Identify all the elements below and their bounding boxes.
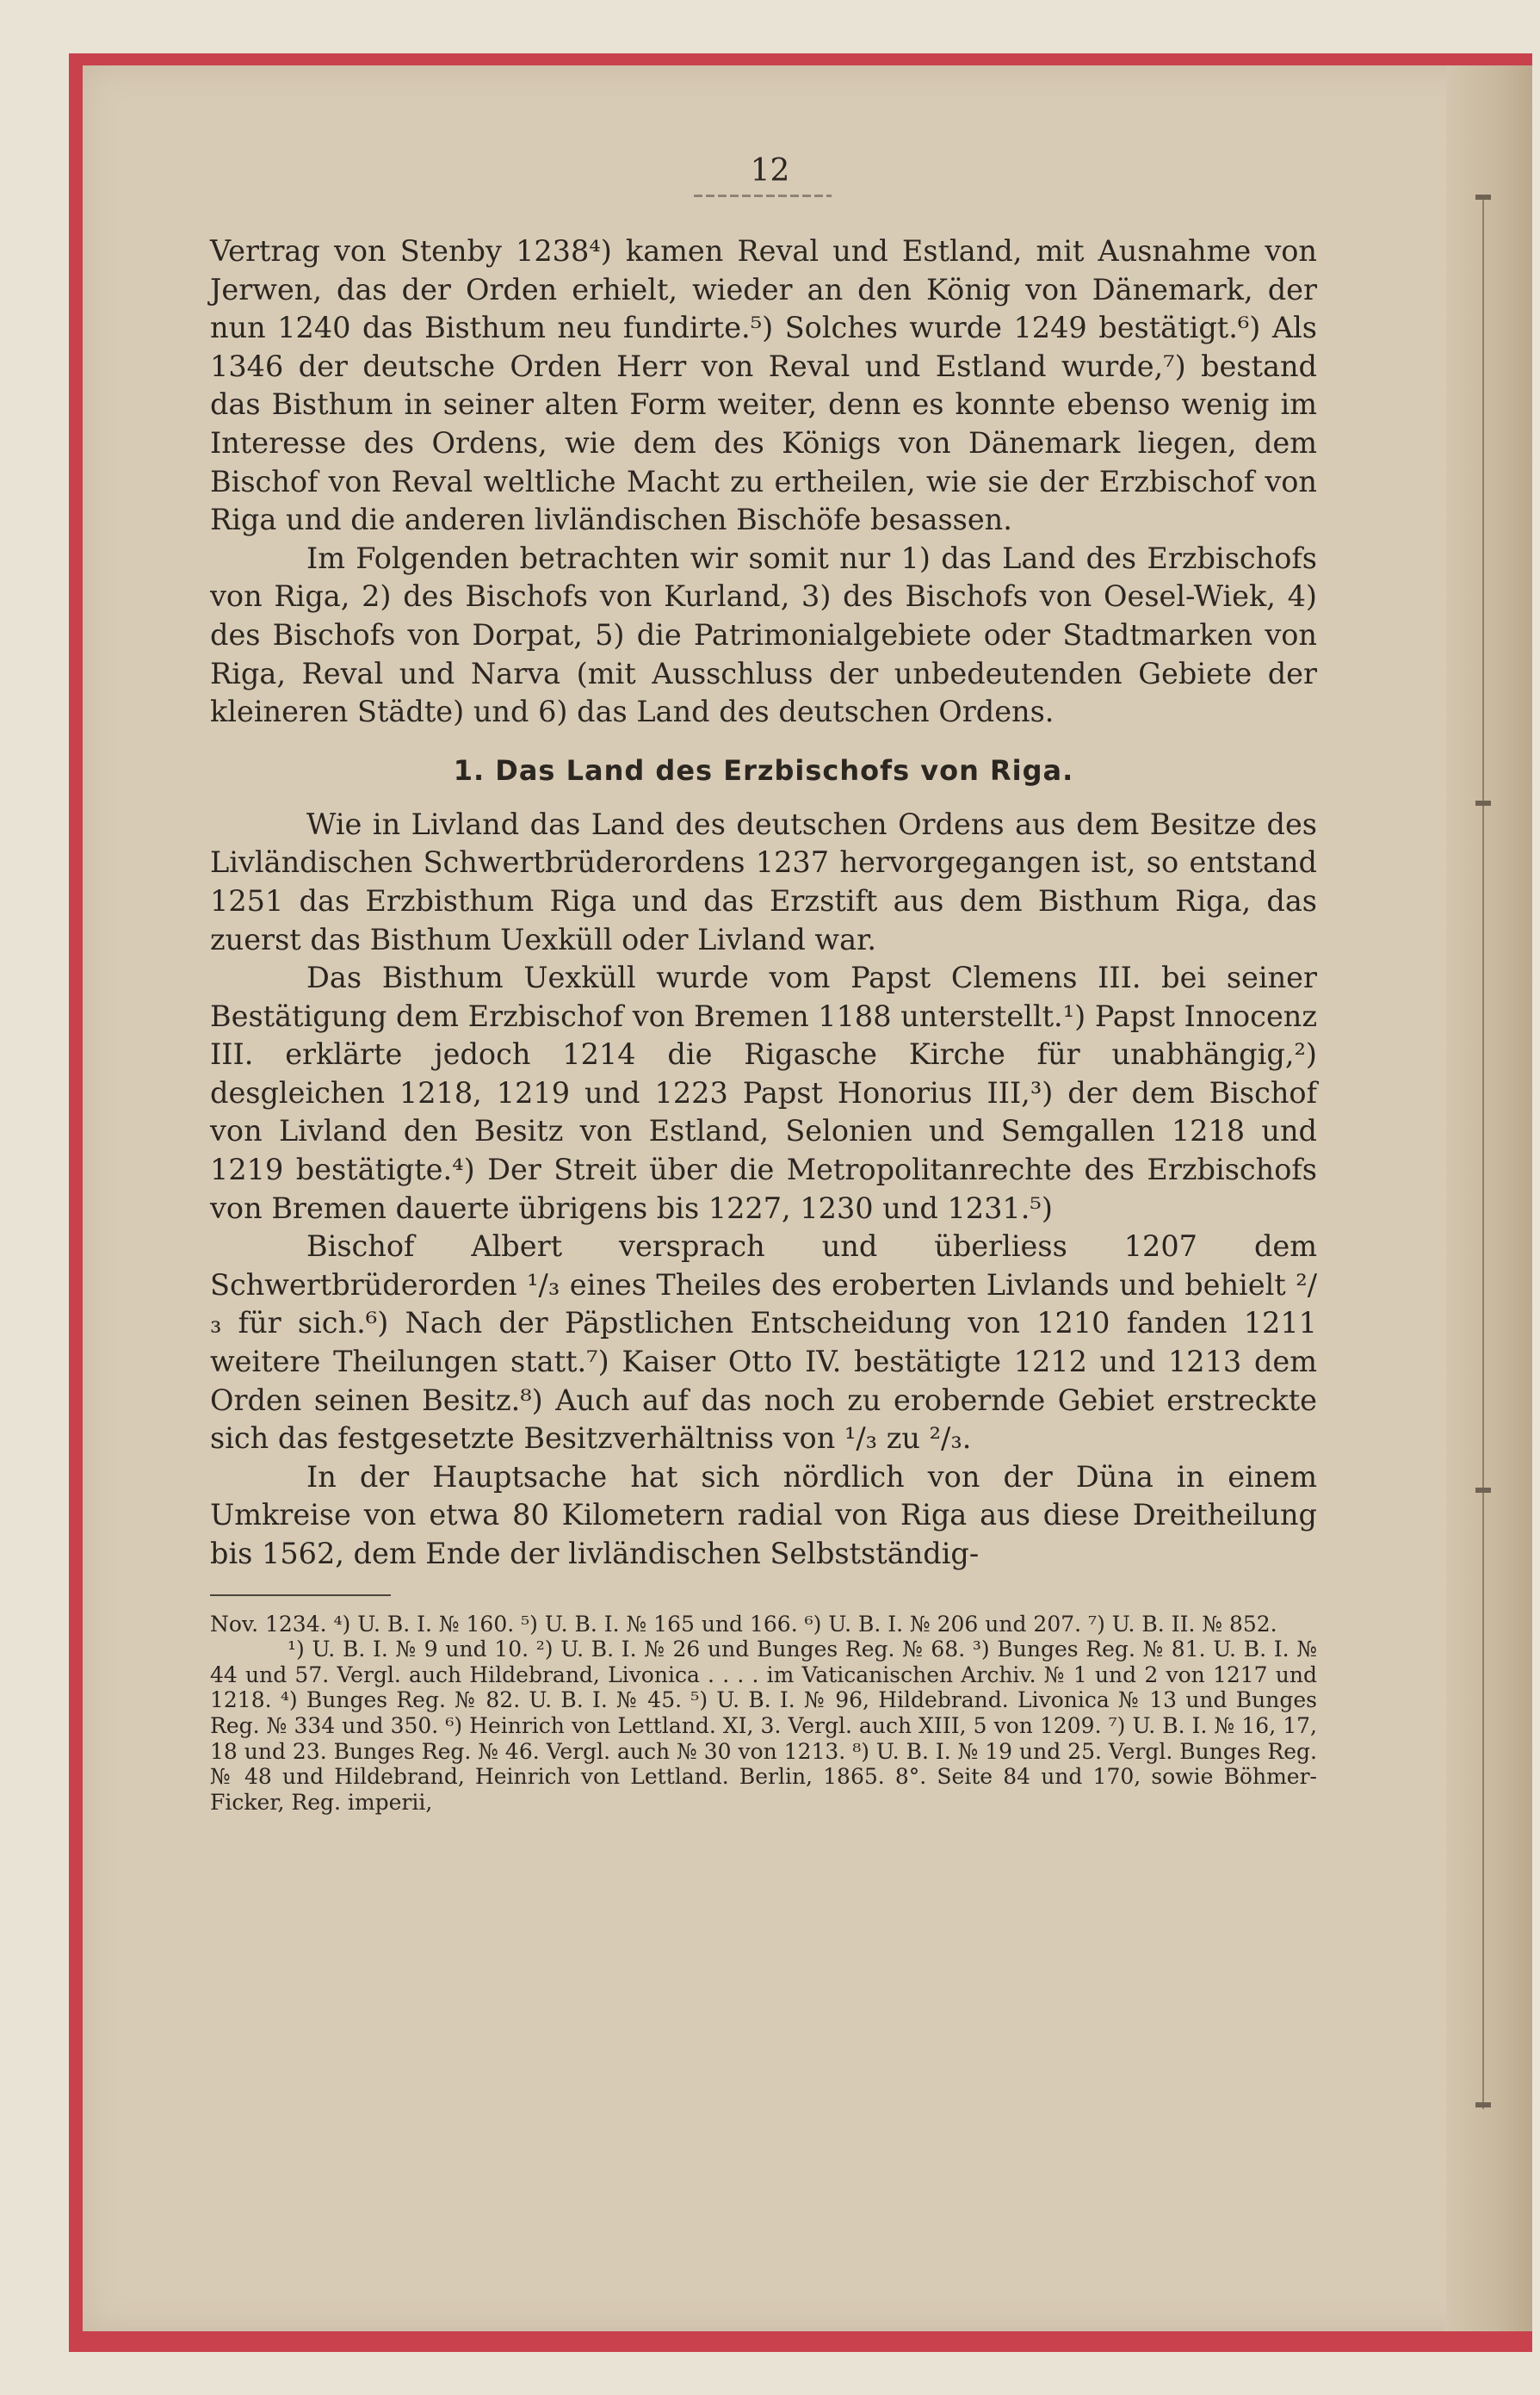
section-heading: 1. Das Land des Erzbischofs von Riga. [453,753,1074,787]
body-paragraph: Im Folgenden betrachten wir somit nur 1) das Land des Erzbischofs von Riga, 2) des Bischofs von Kurland, 3) des Bischofs von Oesel-Wiek, 4) des Bischofs von Dorpat, 5) die Patrimonialgebiete oder Stadtmarken von Riga, Reval und Narva (mit Ausschluss der unbedeutenden Gebiete der kleineren Städte) und 6) das Land des deutschen Ordens. [210,541,1317,729]
footnote-divider [210,1594,391,1596]
binding-stitch [1475,1488,1491,1493]
body-paragraph: Das Bisthum Uexküll wurde vom Papst Clemens III. bei seiner Bestätigung dem Erzbischof von Bremen 1188 unterstellt.¹) Papst Innocenz III. erklärte jedoch 1214 die Rigasche Kirche für unabhängig,²) desgleichen 1218, 1219 und 1223 Papst Honorius III,³) der dem Bischof von Livland den Besitz von Estland, Selonien und Semgallen 1218 und 1219 bestätigte.⁴) Der Streit über die Metropolitanrechte des Erzbischofs von Bremen dauerte übrigens bis 1227, 1230 und 1231.⁵) [210,961,1317,1225]
binding-stitch [1475,2102,1491,2107]
body-paragraph: Wie in Livland das Land des deutschen Ordens aus dem Besitze des Livländischen Schwertbrüderordens 1237 hervorgegangen ist, so entstand 1251 das Erzbisthum Riga und das Erzstift aus dem Bisthum Riga, das zuerst das Bisthum Uexküll oder Livland war. [210,807,1317,956]
body-paragraph: Bischof Albert versprach und überliess 1207 dem Schwertbrüderorden ¹/₃ eines Theiles des eroberten Livlands und behielt ²/₃ für sich.⁶) Nach der Päpstlichen Entscheidung von 1210 fanden 1211 weitere Theilungen statt.⁷) Kaiser Otto IV. bestätigte 1212 und 1213 dem Orden seinen Besitz.⁸) Auch auf das noch zu erobernde Gebiet erstreckte sich das festgesetzte Besitzverhältniss von ¹/₃ zu ²/₃. [210,1229,1317,1456]
body-paragraph: Vertrag von Stenby 1238⁴) kamen Reval und Estland, mit Ausnahme von Jerwen, das der Orden erhielt, wieder an den König von Dänemark, der nun 1240 das Bisthum neu fundirte.⁵) Solches wurde 1249 bestätigt.⁶) Als 1346 der deutsche Orden Herr von Reval und Estland wurde,⁷) bestand das Bisthum in seiner alten Form weiter, denn es konnte ebenso wenig im Interesse des Ordens, wie dem des Königs von Dänemark liegen, dem Bischof von Reval weltliche Macht zu ertheilen, wie sie der Erzbischof von Riga und die anderen livländischen Bischöfe besassen. [210,234,1317,537]
binding-stitch [1475,801,1491,806]
binding-stitch [1475,195,1491,200]
binding-thread [1482,198,1484,2109]
footnote-block: Nov. 1234. ⁴) U. B. I. № 160. ⁵) U. B. I. № 165 und 166. ⁶) U. B. I. № 206 und 207. ⁷) U. B. II. № 852. [210,1611,1277,1637]
page-number: 12 [750,153,790,189]
footnote-block: ¹) U. B. I. № 9 und 10. ²) U. B. I. № 26 und Bunges Reg. № 68. ³) Bunges Reg. № 81. U. B. I. № 44 und 57. Vergl. auch Hildebrand, Livonica . . . . im Vaticanischen Archiv. № 1 und 2 von 1217 und 1218. ⁴) Bunges Reg. № 82. U. B. I. № 45. ⁵) U. B. I. № 96, Hildebrand. Livonica № 13 und Bunges Reg. № 334 und 350. ⁶) Heinrich von Lettland. XI, 3. Vergl. auch XIII, 5 von 1209. ⁷) U. B. I. № 16, 17, 18 und 23. Bunges Reg. № 46. Vergl. auch № 30 von 1213. ⁸) U. B. I. № 19 und 25. Vergl. Bunges Reg. № 48 und Hildebrand, Heinrich von Lettland. Berlin, 1865. 8°. Seite 84 und 170, sowie Böhmer-Ficker, Reg. imperii, [210,1637,1317,1815]
page-text [210,232,1317,1815]
body-paragraph: In der Hauptsache hat sich nördlich von der Düna in einem Umkreise von etwa 80 Kilometern radial von Riga aus diese Dreitheilung bis 1562, dem Ende der livländischen Selbstständig- [210,1459,1317,1570]
page-gutter [1446,65,1532,2331]
page-number-ornament [694,195,832,197]
